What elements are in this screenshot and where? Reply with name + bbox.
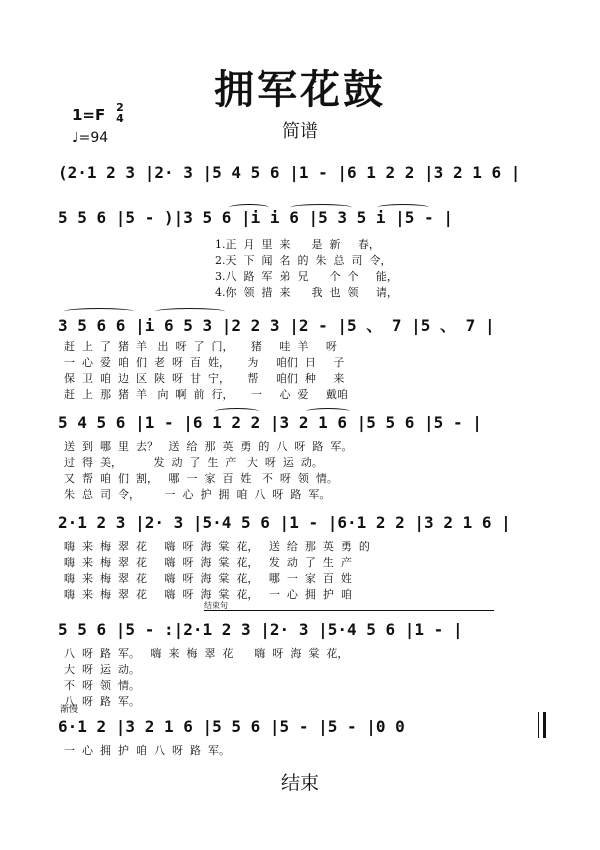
lyrics-line: 八 呀 路 军。 <box>64 695 140 708</box>
time-bottom: 4 <box>116 112 124 125</box>
lyrics-line: 大 呀 运 动。 <box>64 663 140 676</box>
lyrics-line: 不 呀 领 情。 <box>64 679 140 692</box>
time-signature <box>114 102 126 124</box>
lyrics-line: 赶 上 了 猪 羊 出 呀 了 门， 猪 哇 羊 呀 <box>64 340 337 353</box>
final-barline-thick <box>543 712 546 738</box>
ending-bracket <box>204 610 494 611</box>
lyrics-line: 嗨 来 梅 翠 花 嗨 呀 海 棠 花， 哪 一 家 百 姓 <box>64 572 352 585</box>
lyrics-line: 一 心 爱 咱 们 老 呀 百 姓， 为 咱们 日 子 <box>64 356 345 369</box>
lyrics-line: 又 帮 咱 们 割， 哪 一 家 百 姓 不 呀 领 情。 <box>64 472 338 485</box>
staff-3: 3 5 6 6 |i 6 5 3 |2 2 3 |2 - |5 、 7 |5 、 7 | <box>58 316 495 335</box>
slur <box>306 408 350 415</box>
lyrics-line: 过 得 美， 发 动 了 生 产 大 呀 运 动。 <box>64 456 323 469</box>
ritardando-mark: 渐慢 <box>60 705 79 715</box>
staff-4: 5 4 5 6 |1 - |6 1 2 2 |3 2 1 6 |5 5 6 |5 - | <box>58 413 482 432</box>
staff-2: 5 5 6 |5 - )|3 5 6 |i i 6 |5 3 5 i |5 - | <box>58 208 453 227</box>
slur <box>290 204 352 211</box>
ending-mark: 结束句 <box>204 601 228 610</box>
slur <box>229 204 269 211</box>
slur <box>377 204 429 211</box>
lyrics-line: 2.天 下 闻 名 的 朱 总 司 令， <box>215 254 392 267</box>
slur <box>215 408 259 415</box>
lyrics-line: 4.你 领 措 来 我 也 领 请， <box>215 286 398 299</box>
slur <box>155 308 225 315</box>
end-label: 结束 <box>280 772 319 794</box>
lyrics-line: 3.八 路 军 弟 兄 个 个 能， <box>215 270 398 283</box>
lyrics-line: 嗨 来 梅 翠 花 嗨 呀 海 棠 花， 发 动 了 生 产 <box>64 556 352 569</box>
staff-6: 5 5 6 |5 - :|2·1 2 3 |2· 3 |5·4 5 6 |1 - | <box>58 620 463 639</box>
lyrics-line: 嗨 来 梅 翠 花 嗨 呀 海 棠 花， 一 心 拥 护 咱 <box>64 588 352 601</box>
slur <box>64 308 134 315</box>
lyrics-line: 送 到 哪 里 去？ 送 给 那 英 勇 的 八 呀 路 军。 <box>64 440 353 453</box>
staff-7: 6·1 2 |3 2 1 6 |5 5 6 |5 - |5 - |0 0 <box>58 717 415 736</box>
lyrics-line: 赶 上 那 猪 羊 向 啊 前 行， 一 心 爱 戴咱 <box>64 388 348 401</box>
lyrics-line: 一 心 拥 护 咱 八 呀 路 军。 <box>64 744 230 757</box>
time-top: 2 <box>116 101 124 114</box>
song-title: 拥军花鼓 <box>214 67 386 113</box>
lyrics-line: 1.正 月 里 来 是 新 春， <box>215 238 380 251</box>
lyrics-line: 保 卫 咱 边 区 陕 呀 甘 宁， 帮 咱们 种 来 <box>64 372 345 385</box>
tempo-mark: ♩=94 <box>72 130 109 146</box>
staff-1: (2·1 2 3 |2· 3 |5 4 5 6 |1 - |6 1 2 2 |3 2 1 6 | <box>58 163 521 182</box>
lyrics-line: 朱 总 司 令， 一 心 护 拥 咱 八 呀 路 军。 <box>64 488 331 501</box>
lyrics-line: 八 呀 路 军。 嗨 来 梅 翠 花 嗨 呀 海 棠 花， <box>64 647 349 660</box>
song-subtitle: 简谱 <box>282 121 318 142</box>
key-signature: 1=F <box>72 106 106 124</box>
staff-5: 2·1 2 3 |2· 3 |5·4 5 6 |1 - |6·1 2 2 |3 2 1 6 | <box>58 513 511 532</box>
lyrics-line: 嗨 来 梅 翠 花 嗨 呀 海 棠 花， 送 给 那 英 勇 的 <box>64 540 370 553</box>
final-barline-thin <box>538 712 539 738</box>
